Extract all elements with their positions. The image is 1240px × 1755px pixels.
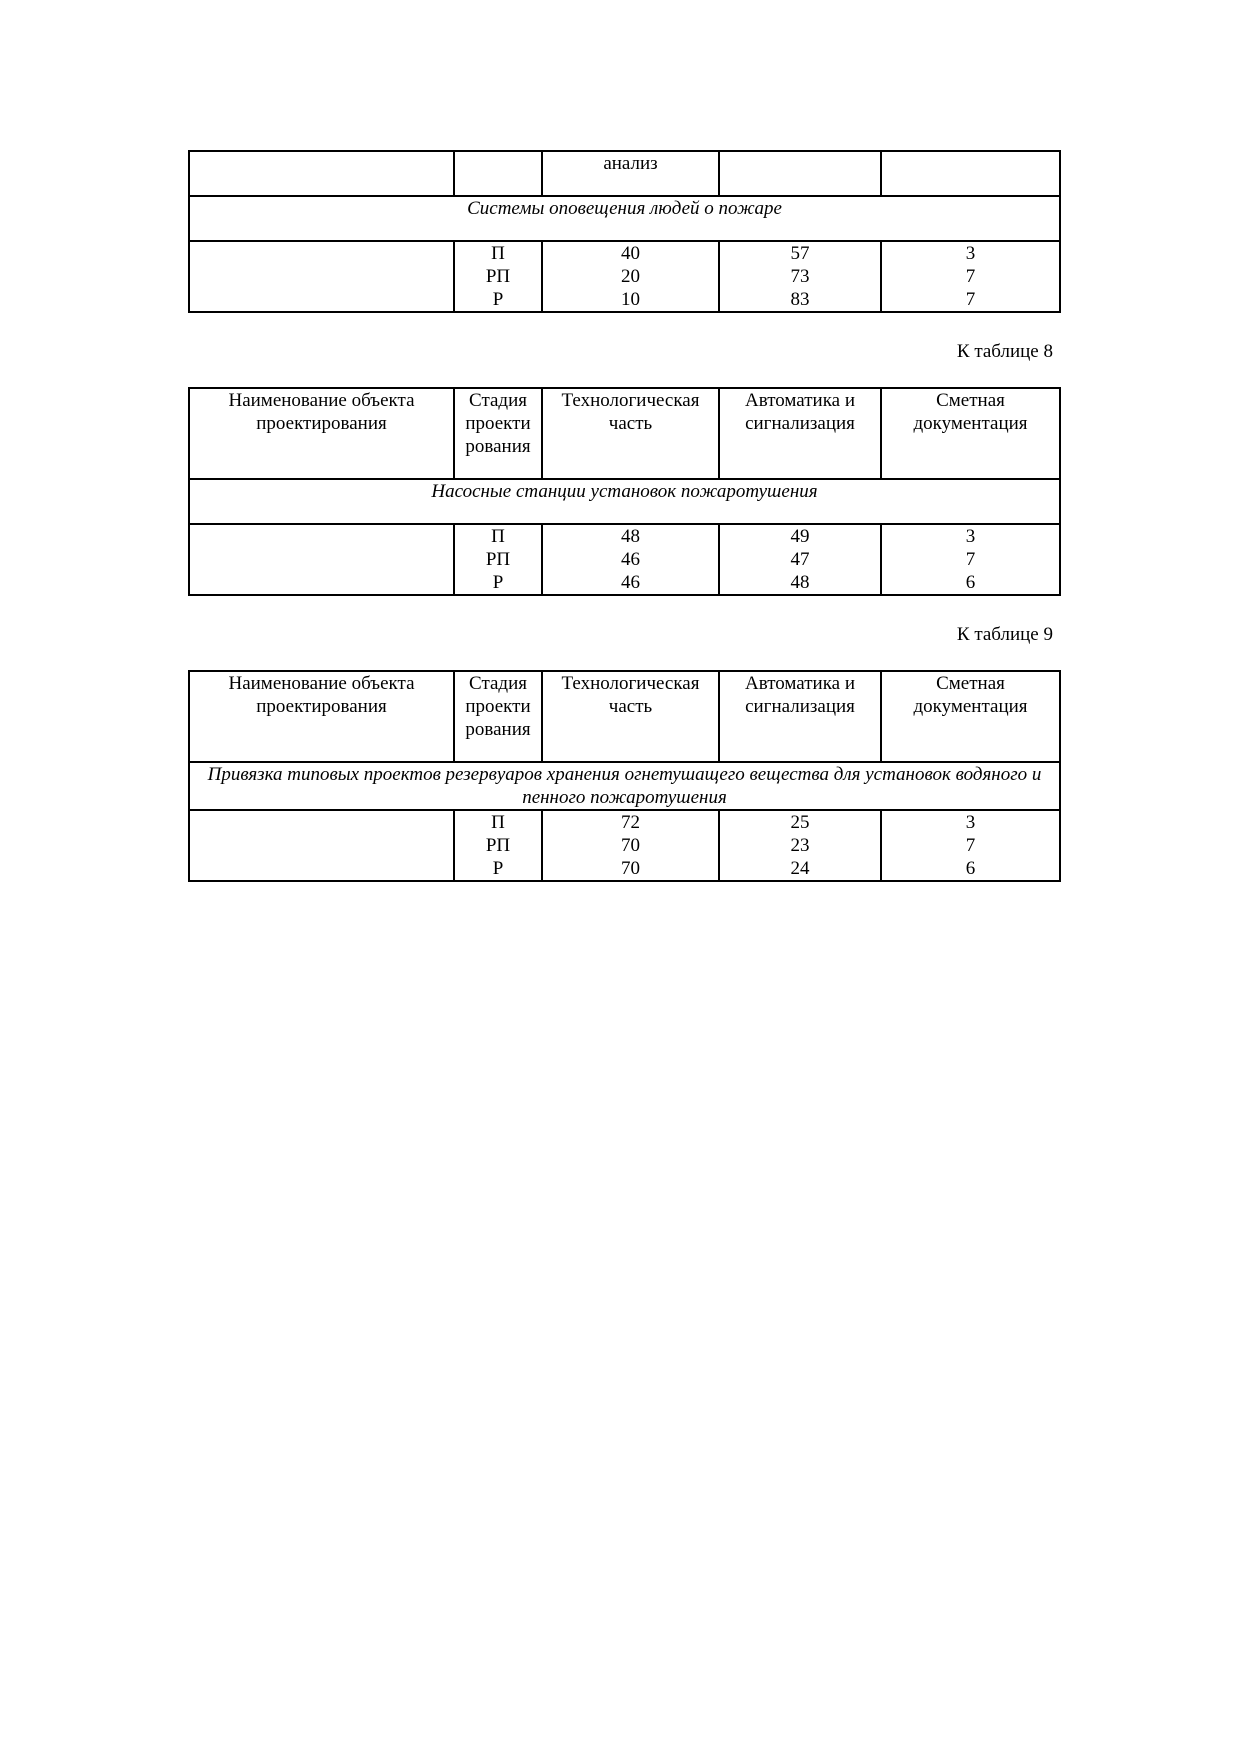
header-tech: Технологическая часть xyxy=(542,388,719,479)
section-title: Насосные станции установок пожаротушения xyxy=(189,479,1060,524)
cell-estimate xyxy=(881,241,1060,312)
estimate-value: 7 xyxy=(965,835,976,856)
cell-stage xyxy=(454,810,542,881)
stage-value: П xyxy=(491,243,505,264)
tech-value: 46 xyxy=(621,549,640,570)
cell-auto xyxy=(719,810,881,881)
tech-value: 20 xyxy=(621,266,640,287)
tech-value: 70 xyxy=(621,858,640,879)
table-row xyxy=(189,151,1060,196)
stage-value: Р xyxy=(492,858,504,879)
tech-value: 10 xyxy=(621,289,640,310)
auto-value: 24 xyxy=(790,858,810,879)
section-row xyxy=(189,479,1060,524)
table-caption: К таблице 8 xyxy=(956,341,1053,362)
stage-value: Р xyxy=(492,572,504,593)
table-caption: К таблице 9 xyxy=(956,624,1053,645)
cell-stage xyxy=(454,524,542,595)
cell-name xyxy=(189,810,454,881)
section-title: Системы оповещения людей о пожаре xyxy=(189,196,1060,241)
cell-name xyxy=(189,241,454,312)
header-tech: Технологическая часть xyxy=(542,671,719,762)
tech-value: 48 xyxy=(621,526,640,547)
auto-value: 47 xyxy=(790,549,810,570)
auto-value: 57 xyxy=(790,243,810,264)
stage-value: РП xyxy=(485,549,511,570)
header-stage: Стадия проекти рования xyxy=(454,671,542,762)
estimate-value: 7 xyxy=(965,289,976,310)
section-row xyxy=(189,762,1060,810)
stage-value: П xyxy=(491,812,505,833)
stage-value: Р xyxy=(492,289,504,310)
section-title: Привязка типовых проектов резервуаров хранения огнетушащего вещества для установок водяного и пенного пожаротушения xyxy=(189,762,1060,810)
cell-auto xyxy=(719,241,881,312)
auto-value: 25 xyxy=(790,812,810,833)
tech-value: 72 xyxy=(621,812,640,833)
stage-value: П xyxy=(491,526,505,547)
cell-tech xyxy=(542,524,719,595)
cell-stage xyxy=(454,241,542,312)
stage-value: РП xyxy=(485,266,511,287)
cell-name xyxy=(189,151,454,196)
estimate-value: 6 xyxy=(965,572,976,593)
table-8 xyxy=(188,387,1061,596)
header-name: Наименование объекта проектирования xyxy=(189,388,454,479)
tech-value: 46 xyxy=(621,572,640,593)
cell-tech: анализ xyxy=(542,151,719,196)
header-auto: Автоматика и сигнализация xyxy=(719,388,881,479)
cell-tech xyxy=(542,810,719,881)
estimate-value: 3 xyxy=(965,243,976,264)
cell-stage xyxy=(454,151,542,196)
stage-value: РП xyxy=(485,835,511,856)
header-name: Наименование объекта проектирования xyxy=(189,671,454,762)
cell-estimate xyxy=(881,524,1060,595)
auto-value: 48 xyxy=(790,572,810,593)
section-row xyxy=(189,196,1060,241)
header-estimate: Сметная документация xyxy=(881,671,1060,762)
auto-value: 83 xyxy=(790,289,810,310)
cell-estimate xyxy=(881,151,1060,196)
estimate-value: 7 xyxy=(965,549,976,570)
cell-name xyxy=(189,524,454,595)
header-estimate: Сметная документация xyxy=(881,388,1060,479)
table-row xyxy=(189,810,1060,881)
auto-value: 23 xyxy=(790,835,810,856)
estimate-value: 3 xyxy=(965,812,976,833)
cell-estimate xyxy=(881,810,1060,881)
tech-value: 40 xyxy=(621,243,640,264)
cell-tech xyxy=(542,241,719,312)
table-continued xyxy=(188,150,1061,313)
estimate-value: 3 xyxy=(965,526,976,547)
header-auto: Автоматика и сигнализация xyxy=(719,671,881,762)
auto-value: 73 xyxy=(790,266,810,287)
estimate-value: 7 xyxy=(965,266,976,287)
table-row xyxy=(189,524,1060,595)
cell-auto xyxy=(719,524,881,595)
auto-value: 49 xyxy=(790,526,810,547)
cell-auto xyxy=(719,151,881,196)
header-stage: Стадия проекти рования xyxy=(454,388,542,479)
table-row xyxy=(189,241,1060,312)
estimate-value: 6 xyxy=(965,858,976,879)
table-9 xyxy=(188,670,1061,882)
header-row xyxy=(189,388,1060,479)
tech-value: 70 xyxy=(621,835,640,856)
header-row xyxy=(189,671,1060,762)
